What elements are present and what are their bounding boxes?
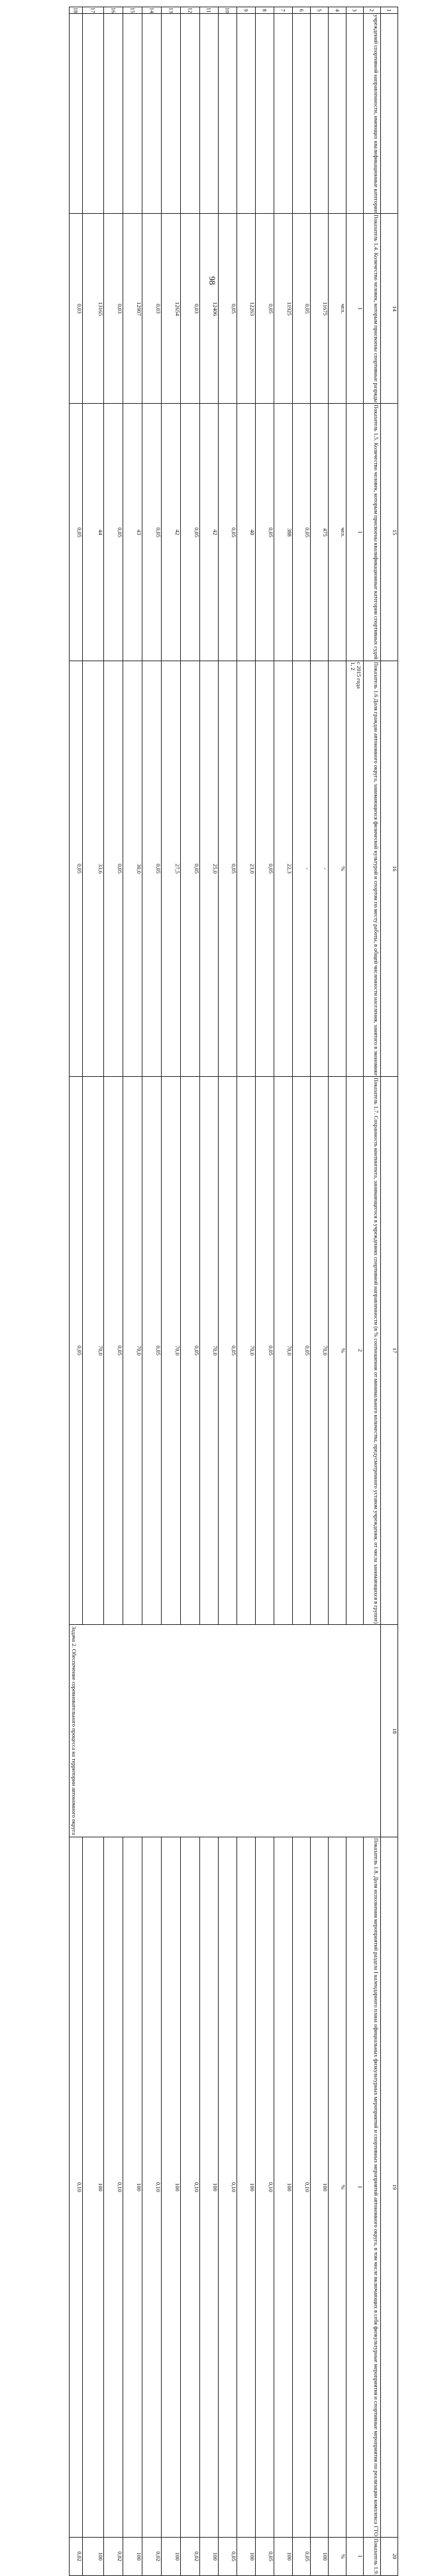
value-cell: 0,10 xyxy=(142,1837,162,2537)
value-cell: 42 xyxy=(200,404,219,661)
value-cell: 0,05 xyxy=(256,661,274,1076)
cell xyxy=(329,14,346,214)
value-cell: 0,05 xyxy=(293,1077,311,1625)
col-header: 16 xyxy=(104,7,123,14)
unit-cell: % xyxy=(329,661,346,1076)
cell xyxy=(274,14,293,214)
value-cell: 0,05 xyxy=(142,404,162,661)
value-cell: 100 xyxy=(123,2537,142,2576)
value-cell: 100 xyxy=(274,1837,293,2537)
col3-cell: 1 xyxy=(346,1837,364,2537)
value-cell: 23,0 xyxy=(237,661,256,1076)
value-cell: 0,05 xyxy=(256,1077,274,1625)
value-cell: 100 xyxy=(311,2537,329,2576)
value-cell: 100 xyxy=(237,2537,256,2576)
value-cell: 22,3 xyxy=(274,661,293,1076)
value-cell: 0,03 xyxy=(70,214,83,404)
indicator-name: Показатель 1.8. Доля исполнения мероприятий раздела I календарного плана официальных физкультурных мероприятий и спортивных мероприятий автономного округа, в том числе включающих в себя физкультурные мероприятия и спортивные мероприятия по реализации комплекса ГТО xyxy=(364,1837,381,2537)
value-cell: 0,05 xyxy=(256,404,274,661)
value-cell: 33,6 xyxy=(83,661,104,1076)
value-cell: 70,0 xyxy=(123,1077,142,1625)
indicators-table xyxy=(69,7,398,2576)
row-number: 17 xyxy=(381,1077,398,1625)
value-cell: 11675 xyxy=(311,214,329,404)
value-cell: 70,0 xyxy=(311,1077,329,1625)
col3-value: 1, 2 xyxy=(350,661,357,670)
unit-cell: % xyxy=(329,1837,346,2537)
value-cell: 0,03 xyxy=(181,214,200,404)
page-number: 98 xyxy=(207,276,217,285)
value-cell: 0,05 xyxy=(256,214,274,404)
value-cell: 0,10 xyxy=(293,1837,311,2537)
col3-cell: 1 xyxy=(346,2537,364,2576)
unit-cell: % xyxy=(329,2537,346,2576)
cell xyxy=(200,14,219,214)
col-header: 13 xyxy=(162,7,181,14)
cell xyxy=(346,14,364,214)
value-cell: 70,0 xyxy=(274,1077,293,1625)
value-cell: 12406 xyxy=(200,214,219,404)
table-row xyxy=(70,661,398,1076)
row-number: 15 xyxy=(381,404,398,661)
value-cell: 0,05 xyxy=(181,661,200,1076)
col-header: 18 xyxy=(70,7,83,14)
col3-cell: 1 xyxy=(346,404,364,661)
value-cell: 0,05 xyxy=(293,214,311,404)
indicator-name: Показатель 1.4. Количество человек, которым присвоены спортивные разряды xyxy=(364,214,381,404)
row-number xyxy=(381,14,398,214)
value-cell: 0,05 xyxy=(70,1077,83,1625)
value-cell: 388 xyxy=(274,404,293,661)
value-cell: 0,02 xyxy=(142,2537,162,2576)
col-header: 17 xyxy=(83,7,104,14)
value-cell: 0,05 xyxy=(219,2537,237,2576)
value-cell: 100 xyxy=(162,1837,181,2537)
value-cell: 0,02 xyxy=(181,2537,200,2576)
value-cell: 100 xyxy=(83,2537,104,2576)
value-cell: 13165 xyxy=(83,214,104,404)
unit-cell: чел. xyxy=(329,404,346,661)
cell xyxy=(70,14,83,214)
value-cell: 44 xyxy=(83,404,104,661)
value-cell: 100 xyxy=(311,1837,329,2537)
value-cell: 0,05 xyxy=(219,214,237,404)
cell xyxy=(311,14,329,214)
value-cell: 0,10 xyxy=(181,1837,200,2537)
value-cell: 43 xyxy=(123,404,142,661)
value-cell: 475 xyxy=(311,404,329,661)
value-cell: 0,05 xyxy=(104,1077,123,1625)
value-cell: 0,05 xyxy=(142,1077,162,1625)
col-header: 1 xyxy=(381,7,398,14)
indicator-name: Показатель 1.9. xyxy=(364,2537,381,2576)
indicator-name: Показатель 1.7. Сохранность контингента, занимающегося в учреждениях спортивной направленности (в % соотношении от минимального количества, предусмотренного уставом учреждения, от числа занимающихся в группе) xyxy=(364,1077,381,1625)
unit-cell: чел. xyxy=(329,214,346,404)
col-header: 9 xyxy=(237,7,256,14)
cell xyxy=(256,14,274,214)
col-header: 7 xyxy=(274,7,293,14)
value-cell: 0,05 xyxy=(219,404,237,661)
value-cell: 100 xyxy=(83,1837,104,2537)
cell xyxy=(162,14,181,214)
value-cell: 0,02 xyxy=(70,2537,83,2576)
table-row xyxy=(70,404,398,661)
indicator-name: Показатель 1.6 Доля граждан автономного округа, занимающихся физической культурой и спортом по месту работы, в общей численности населения, занятого в экономике xyxy=(364,661,381,1076)
task-heading: Задача 2. Обеспечение соревновательного процесса на территории автономного округа xyxy=(70,1626,78,1835)
row-number: 16 xyxy=(381,661,398,1076)
value-cell: 0,05 xyxy=(70,661,83,1076)
value-cell: 0,05 xyxy=(70,404,83,661)
col3-cell: 1 xyxy=(346,214,364,404)
value-cell: 70,0 xyxy=(200,1077,219,1625)
value-cell: 0,03 xyxy=(104,214,123,404)
table-row xyxy=(70,14,398,214)
value-cell: 0,05 xyxy=(256,2537,274,2576)
col-header: 4 xyxy=(329,7,346,14)
value-cell: 0,05 xyxy=(181,1077,200,1625)
row-number: 20 xyxy=(381,2537,398,2576)
col-header: 6 xyxy=(293,7,311,14)
table-row xyxy=(70,1837,398,2537)
value-cell: 12654 xyxy=(162,214,181,404)
value-cell: 100 xyxy=(200,2537,219,2576)
cell xyxy=(181,14,200,214)
table-row xyxy=(70,214,398,404)
col-header: 11 xyxy=(200,7,219,14)
cell xyxy=(142,14,162,214)
value-cell: 0,10 xyxy=(104,1837,123,2537)
value-cell: 0,03 xyxy=(142,214,162,404)
value-cell: - xyxy=(311,661,329,1076)
value-cell: 0,05 xyxy=(293,2537,311,2576)
row-number: 18 xyxy=(381,1625,398,1837)
col-header: 12 xyxy=(181,7,200,14)
value-cell: 0,10 xyxy=(70,1837,83,2537)
value-cell: 40 xyxy=(237,404,256,661)
col-header: 5 xyxy=(311,7,329,14)
task-heading-cell xyxy=(70,1625,381,1837)
col-header: 15 xyxy=(123,7,142,14)
value-cell: 0,05 xyxy=(142,661,162,1076)
value-cell: 100 xyxy=(274,2537,293,2576)
col-header: 14 xyxy=(142,7,162,14)
value-cell: 12263 xyxy=(237,214,256,404)
cell xyxy=(293,14,311,214)
value-cell: 0,05 xyxy=(293,404,311,661)
value-cell: 12907 xyxy=(123,214,142,404)
value-cell: 11925 xyxy=(274,214,293,404)
value-cell: 42 xyxy=(162,404,181,661)
col-header: 2 xyxy=(364,7,381,14)
cell xyxy=(237,14,256,214)
cell xyxy=(104,14,123,214)
value-cell: 25,0 xyxy=(200,661,219,1076)
value-cell: 0,10 xyxy=(256,1837,274,2537)
value-cell: 70,0 xyxy=(237,1077,256,1625)
col3-cell: 2 xyxy=(346,1077,364,1625)
value-cell: 0,10 xyxy=(219,1837,237,2537)
row-number: 19 xyxy=(381,1837,398,2537)
value-cell: 70,0 xyxy=(162,1077,181,1625)
unit-cell: % xyxy=(329,1077,346,1625)
col-header: 8 xyxy=(256,7,274,14)
value-cell: 27,5 xyxy=(162,661,181,1076)
table-row xyxy=(70,1077,398,1625)
indicator-name: учреждений спортивной направленности, имеющих квалификационные категории xyxy=(364,14,381,214)
value-cell: 0,05 xyxy=(219,661,237,1076)
value-cell: 100 xyxy=(162,2537,181,2576)
value-cell: 30,0 xyxy=(123,661,142,1076)
col-header: 3 xyxy=(346,7,364,14)
col-header: 10 xyxy=(219,7,237,14)
table-row xyxy=(70,2537,398,2576)
indicator-name: Показатель 1.5. Количество человек, которым присвоены квалификационные категории спортивных судей xyxy=(364,404,381,661)
value-cell: - xyxy=(293,661,311,1076)
col3-note: с 2015 года xyxy=(356,661,362,689)
value-cell: 0,05 xyxy=(104,404,123,661)
row-number: 14 xyxy=(381,214,398,404)
value-cell: 100 xyxy=(200,1837,219,2537)
value-cell: 0,05 xyxy=(104,661,123,1076)
value-cell: 100 xyxy=(237,1837,256,2537)
table-row xyxy=(70,1625,398,1837)
value-cell: 70,0 xyxy=(83,1077,104,1625)
value-cell: 0,05 xyxy=(219,1077,237,1625)
cell xyxy=(83,14,104,214)
header-row xyxy=(70,7,398,14)
cell xyxy=(123,14,142,214)
value-cell: 0,05 xyxy=(181,404,200,661)
value-cell: 0,02 xyxy=(104,2537,123,2576)
col3-cell xyxy=(346,661,364,1076)
value-cell: 100 xyxy=(123,1837,142,2537)
cell xyxy=(219,14,237,214)
